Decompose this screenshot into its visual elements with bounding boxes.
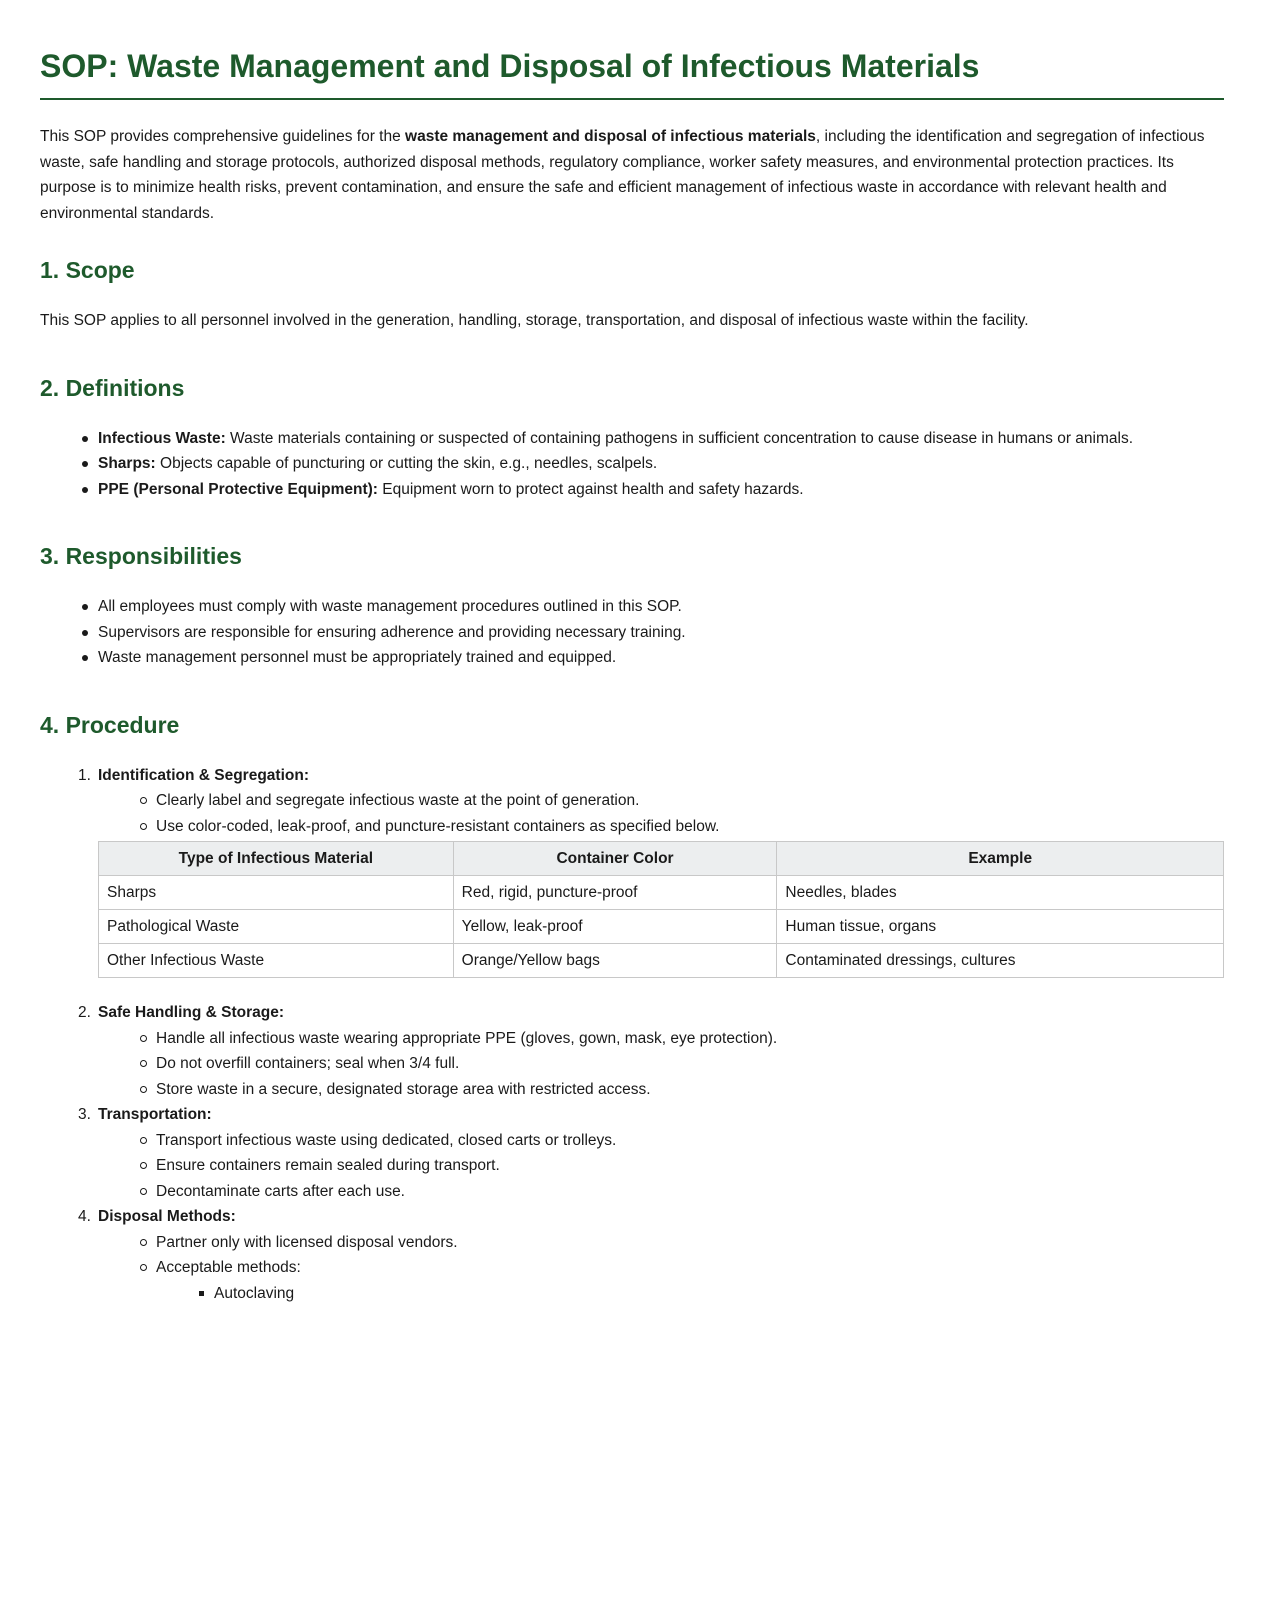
- step-subitem: Store waste in a secure, designated storage area with restricted access.: [156, 1077, 1224, 1103]
- step-title: Safe Handling & Storage:: [98, 1004, 285, 1021]
- definition-term: PPE (Personal Protective Equipment):: [98, 480, 378, 498]
- method-item: Autoclaving: [214, 1281, 1224, 1307]
- intro-text-before: This SOP provides comprehensive guidelines for the: [40, 128, 406, 145]
- step-subitem: Decontaminate carts after each use.: [156, 1179, 1224, 1205]
- responsibilities-list: [98, 594, 1224, 671]
- table-cell: Orange/Yellow bags: [453, 944, 777, 978]
- table-row: [99, 876, 1224, 910]
- container-table: [98, 841, 1224, 978]
- intro-paragraph: [40, 124, 1224, 226]
- table-header: Example: [777, 842, 1224, 876]
- step-subitem: Transport infectious waste using dedicated, closed carts or trolleys.: [156, 1128, 1224, 1154]
- step-title: Identification & Segregation:: [98, 766, 309, 784]
- definition-term: Infectious Waste:: [98, 429, 226, 447]
- definition-desc: Objects capable of puncturing or cutting the skin, e.g., needles, scalpels.: [155, 455, 658, 472]
- definition-item: [98, 426, 1224, 452]
- table-row: [99, 910, 1224, 944]
- intro-text-after: , including the identification and segregation of infectious waste, safe handling and storage protocols, authorized disposal methods, regulatory compliance, worker safety measures, and environmental protection practices. Its purpose is to minimize health risks, prevent contamination, and ensure the safe and efficient management of infectious waste in accordance with relevant health and environmental standards.: [40, 128, 1205, 222]
- responsibility-item: Waste management personnel must be appropriately trained and equipped.: [98, 645, 1224, 671]
- table-cell: Other Infectious Waste: [99, 944, 454, 978]
- step-subitem-text: Acceptable methods:: [156, 1259, 301, 1276]
- step-sublist: [156, 1230, 1224, 1307]
- definition-item: [98, 477, 1224, 503]
- table-header-row: [99, 842, 1224, 876]
- table-cell: Yellow, leak-proof: [453, 910, 777, 944]
- step-subitem: [156, 1255, 1224, 1306]
- procedure-heading: 4. Procedure: [40, 711, 180, 738]
- definition-desc: Waste materials containing or suspected of containing pathogens in sufficient concentration to cause disease in humans or animals.: [225, 429, 1134, 447]
- document: [40, 0, 1224, 1306]
- method-sublist: [214, 1281, 1224, 1307]
- step-sublist: [156, 788, 1224, 839]
- table-cell: Sharps: [99, 876, 454, 910]
- step-subitem: Ensure containers remain sealed during transport.: [156, 1153, 1224, 1179]
- definition-term: Sharps:: [98, 455, 156, 472]
- step-subitem: Use color-coded, leak-proof, and puncture-resistant containers as specified below.: [156, 814, 1224, 840]
- table-cell: Red, rigid, puncture-proof: [453, 876, 777, 910]
- table-cell: Contaminated dressings, cultures: [777, 944, 1224, 978]
- table-cell: Needles, blades: [777, 876, 1224, 910]
- procedure-step: [78, 1102, 1224, 1204]
- procedure-step: [78, 1204, 1224, 1306]
- table-header: Type of Infectious Material: [99, 842, 454, 876]
- intro-text-bold: waste management and disposal of infectious materials: [405, 128, 816, 145]
- scope-text: This SOP applies to all personnel involved in the generation, handling, storage, transportation, and disposal of infectious waste within the facility.: [40, 312, 1029, 329]
- step-number: 3.: [78, 1106, 91, 1123]
- table-header: Container Color: [453, 842, 777, 876]
- scope-heading: 1. Scope: [40, 257, 135, 283]
- step-title: Transportation:: [98, 1106, 212, 1123]
- responsibility-item: All employees must comply with waste management procedures outlined in this SOP.: [98, 594, 1224, 620]
- step-number: 1.: [78, 766, 91, 784]
- step-sublist: [156, 1128, 1224, 1205]
- definitions-list: [98, 426, 1224, 503]
- procedure-steps-continued: [78, 1000, 1224, 1306]
- procedure-step: [78, 763, 1224, 840]
- step-number: 4.: [78, 1208, 91, 1225]
- definitions-heading: 2. Definitions: [40, 374, 185, 401]
- table-cell: Pathological Waste: [99, 910, 454, 944]
- procedure-steps: [78, 763, 1224, 840]
- definition-item: [98, 451, 1224, 477]
- page-title: SOP: Waste Management and Disposal of Infectious Materials: [40, 0, 1224, 100]
- step-sublist: [156, 1026, 1224, 1103]
- step-subitem: Partner only with licensed disposal vendors.: [156, 1230, 1224, 1256]
- procedure-step: [78, 1000, 1224, 1102]
- step-title: Disposal Methods:: [98, 1208, 236, 1225]
- step-subitem: Do not overfill containers; seal when 3/4 full.: [156, 1051, 1224, 1077]
- step-subitem: Handle all infectious waste wearing appropriate PPE (gloves, gown, mask, eye protection).: [156, 1026, 1224, 1052]
- step-subitem: Clearly label and segregate infectious waste at the point of generation.: [156, 788, 1224, 814]
- step-number: 2.: [78, 1004, 91, 1021]
- table-row: [99, 944, 1224, 978]
- responsibility-item: Supervisors are responsible for ensuring adherence and providing necessary training.: [98, 620, 1224, 646]
- table-cell: Human tissue, organs: [777, 910, 1224, 944]
- definition-desc: Equipment worn to protect against health and safety hazards.: [377, 480, 804, 498]
- responsibilities-heading: 3. Responsibilities: [40, 543, 242, 569]
